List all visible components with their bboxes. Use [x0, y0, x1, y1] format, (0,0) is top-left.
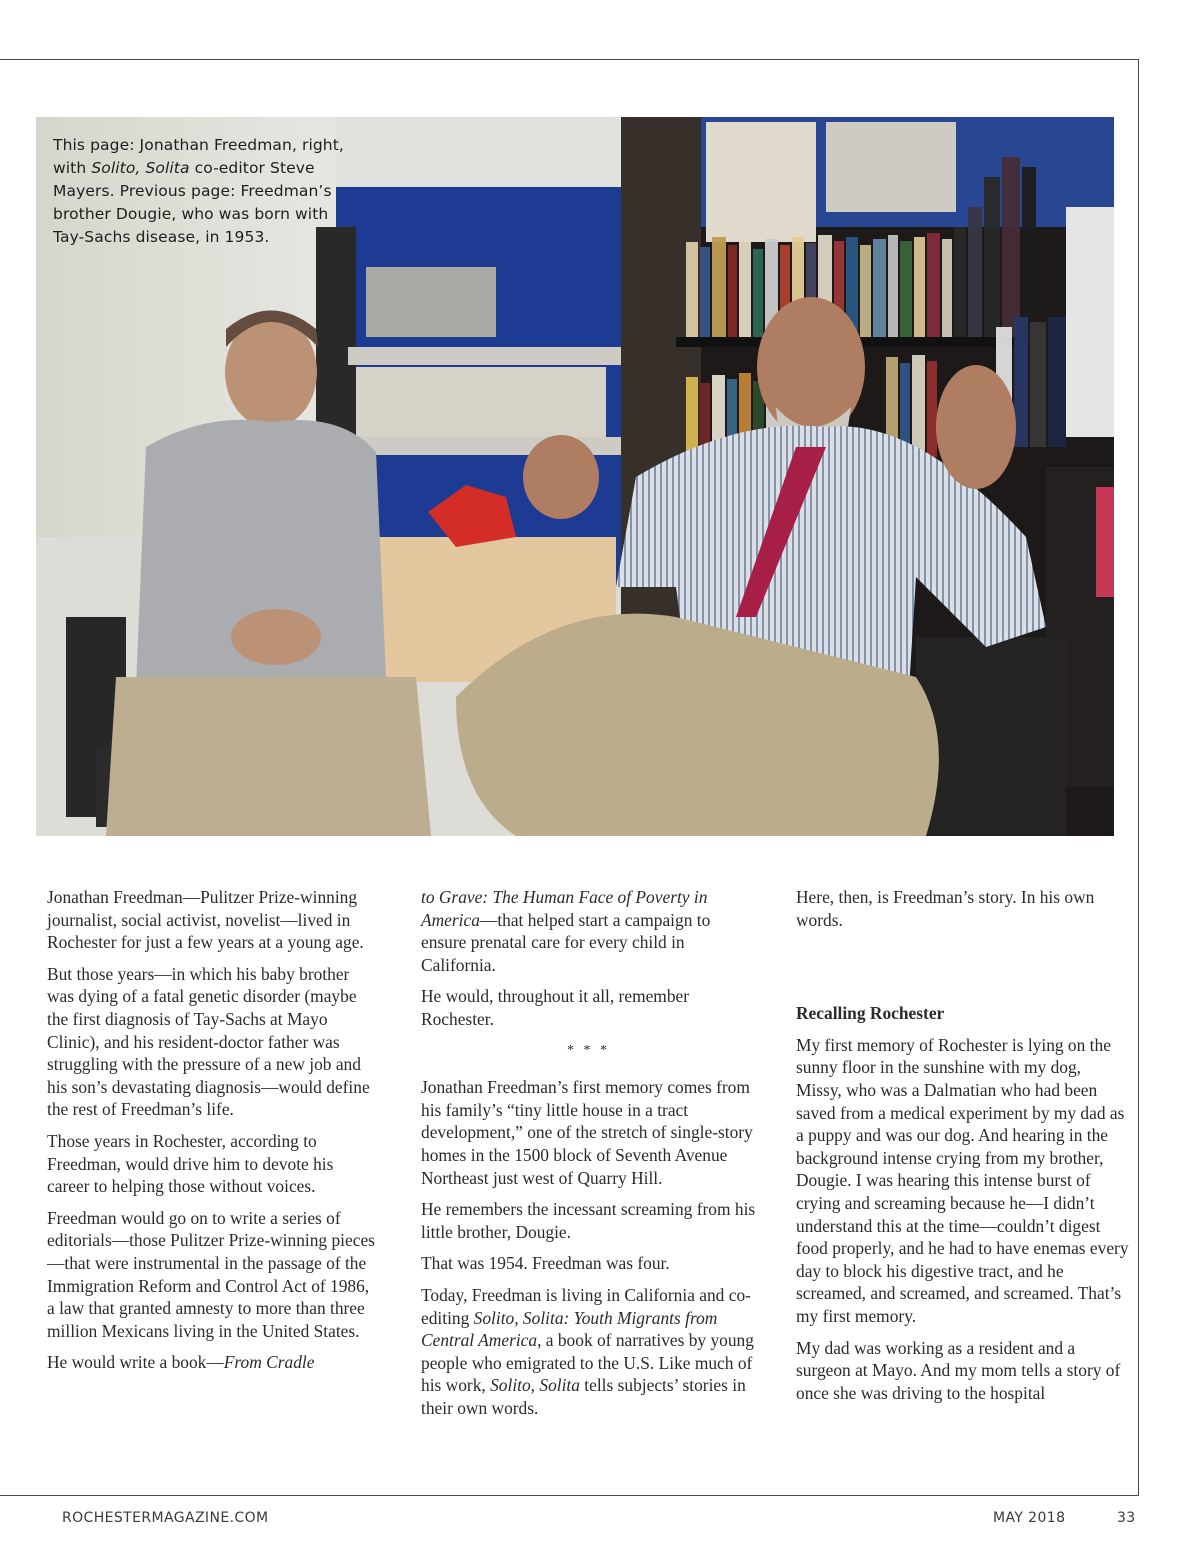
paragraph: He remembers the incessant screaming from his little brother, Dougie. [421, 1199, 756, 1242]
paragraph: Jonathan Freedman—Pulitzer Prize-winning journalist, social activist, novelist—lived in Rochester for just a few years at a young age. [47, 887, 364, 953]
frame-top-rule [0, 59, 1139, 60]
frame-bottom-rule [0, 1495, 1139, 1496]
text-column-2 [421, 886, 756, 1428]
caption-book-title: Solito, Solita [91, 159, 190, 177]
footer-page-number: 33 [1117, 1510, 1136, 1526]
frame-right-rule [1138, 59, 1139, 1496]
paragraph-text: Today, Freedman is living in California and co-editing [421, 1284, 751, 1328]
book-title: Solito, Solita [490, 1375, 580, 1396]
paragraph-text: He would write a book— [47, 1352, 224, 1373]
paragraph-text: , a book of narratives by young people who emigrated to the U.S. Like much of his work, [421, 1330, 754, 1396]
paragraph [421, 886, 756, 976]
book-title: to Grave: The Human Face of Poverty in America [421, 887, 708, 930]
section-subhead: Recalling Rochester [796, 1003, 945, 1024]
paragraph [421, 1284, 756, 1420]
footer-issue-date: MAY 2018 [993, 1510, 1066, 1526]
paragraph: Jonathan Freedman’s first memory comes from his family’s “tiny little house in a tract development,” one of the stretch of single-story homes in the 1500 block of Seventh Avenue Northeast just west of Quarry Hill. [421, 1077, 753, 1188]
caption-text-1: This page: Jonathan Freedman, right, with [53, 136, 344, 177]
paragraph: He would, throughout it all, remember Rochester. [421, 986, 690, 1029]
paragraph: But those years—in which his baby brother was dying of a fatal genetic disorder (maybe the first diagnosis of Tay-Sachs at Mayo Clinic), and his resident-doctor father was struggling with the pressure of a new job and his son’s devastating diagnosis—would define the rest of Freedman’s life. [47, 963, 370, 1120]
paragraph: My first memory of Rochester is lying on the sunny floor in the sunshine with my dog, Missy, who was a Dalmatian who had been saved from a medical experiment by my dad as a puppy and was our dog. And hearing in the background intense crying from my brother, Dougie. I was hearing this intense burst of crying and screaming because he—I didn’t understand this at the time—couldn’t digest food properly, and he had to have enemas every day to block his digestive tract, and he screamed, and screamed, and screamed. That’s my first memory. [796, 1034, 1129, 1326]
paragraph: Freedman would go on to write a series of editorials—those Pulitzer Prize-winning pieces—that were instrumental in the passage of the Immigration Reform and Control Act of 1986, a law that granted amnesty to more than three million Mexicans living in the United States. [47, 1207, 375, 1341]
footer-website: ROCHESTERMAGAZINE.COM [62, 1510, 269, 1526]
paragraph: My dad was working as a resident and a surgeon at Mayo. And my mom tells a story of once she was driving to the hospital [796, 1337, 1121, 1403]
paragraph: Here, then, is Freedman’s story. In his own words. [796, 887, 1095, 930]
text-column-3 [796, 886, 1131, 1413]
book-title: Solito, Solita: Youth Migrants from Central America [421, 1307, 718, 1351]
paragraph: Those years in Rochester, according to Freedman, would drive him to devote his career to helping those without voices. [47, 1130, 334, 1197]
paragraph: That was 1954. Freedman was four. [421, 1253, 670, 1274]
paragraph [47, 1351, 377, 1374]
caption-text-2: co-editor Steve Mayers. Previous page: Freedman’s brother Dougie, who was born with Tay-Sachs disease, in 1953. [53, 159, 332, 246]
section-separator: * * * [567, 1042, 610, 1058]
photo-caption [53, 134, 363, 249]
paragraph-text: —that helped start a campaign to ensure prenatal care for every child in California. [421, 909, 711, 975]
paragraph-text: tells subjects’ stories in their own words. [421, 1375, 746, 1418]
book-title: From Cradle [223, 1352, 315, 1373]
text-column-1 [47, 886, 377, 1383]
